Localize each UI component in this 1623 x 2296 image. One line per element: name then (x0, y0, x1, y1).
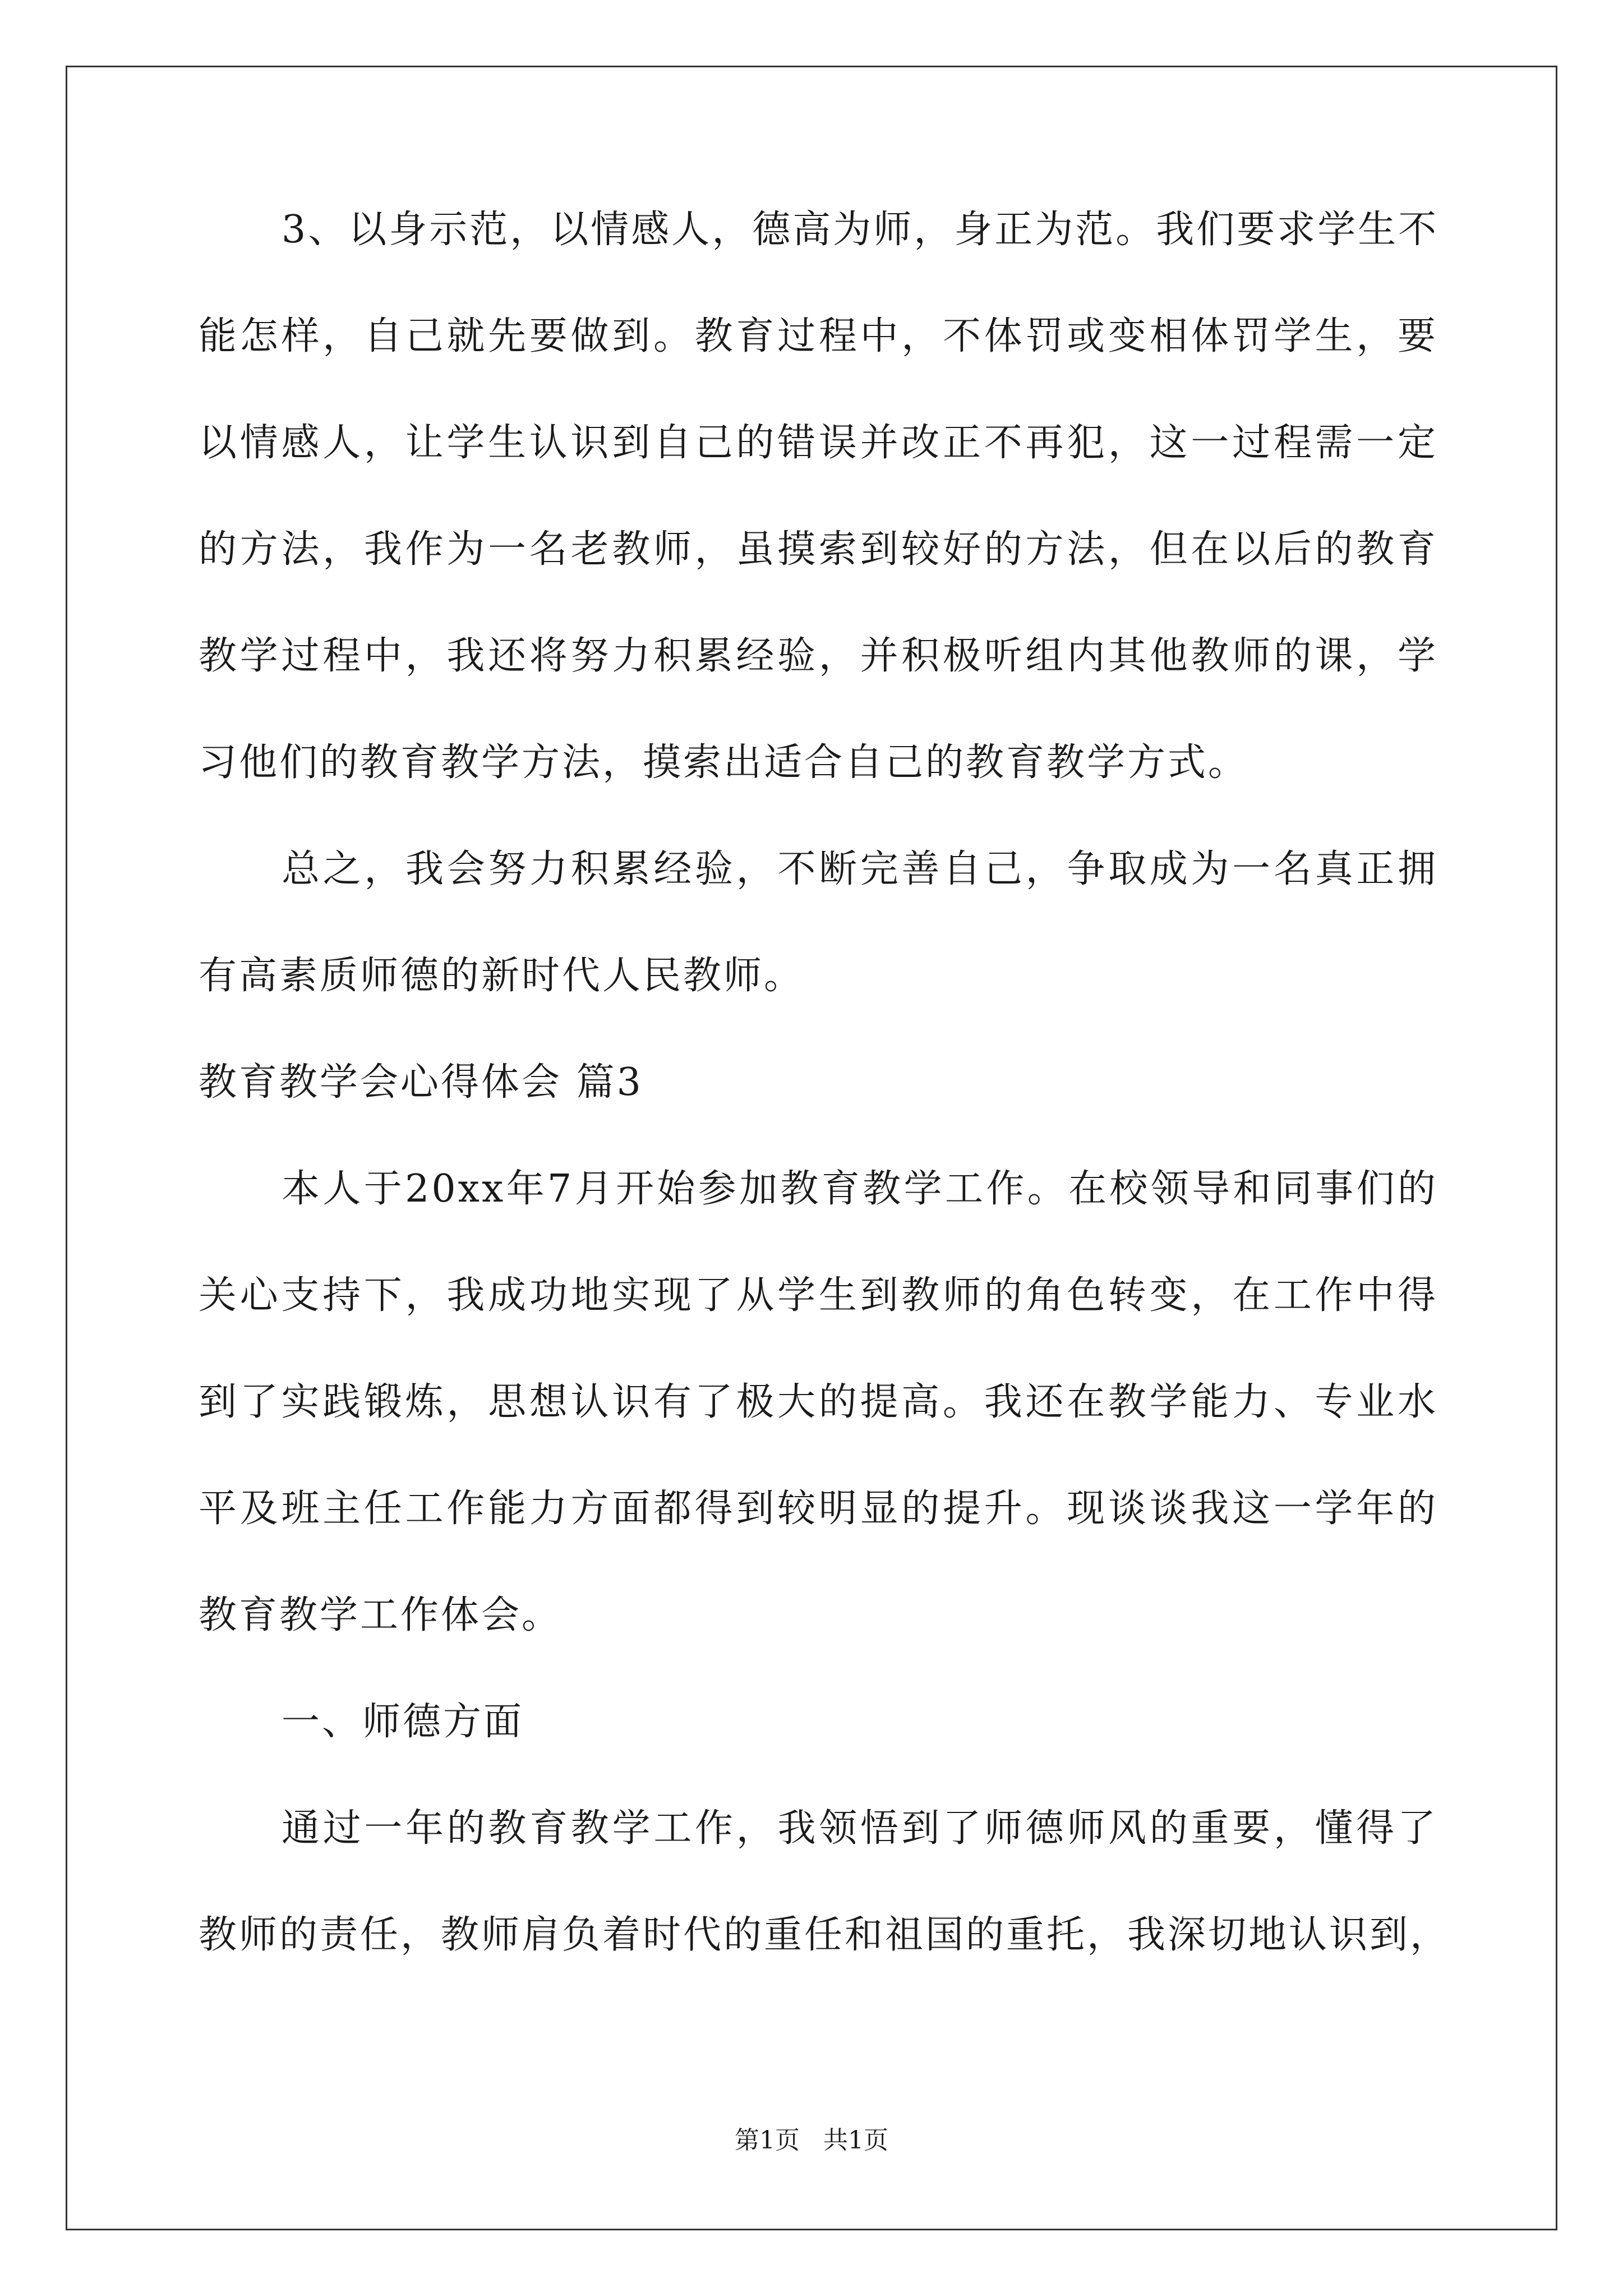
paragraph-line: 的方法，我作为一名老教师，虽摸索到较好的方法，但在以后的教育 (199, 527, 1438, 572)
page-total: 共1页 (823, 2126, 888, 2155)
paragraph-line: 以情感人，让学生认识到自己的错误并改正不再犯，这一过程需一定 (199, 421, 1438, 465)
paragraph-line: 本人于20xx年7月开始参加教育教学工作。在校领导和同事们的 (282, 1167, 1438, 1211)
paragraph-line: 习他们的教育教学方法，摸索出适合自己的教育教学方式。 (199, 740, 1249, 785)
paragraph-line: 到了实践锻炼，思想认识有了极大的提高。我还在教学能力、专业水 (199, 1380, 1438, 1424)
paragraph-line: 通过一年的教育教学工作，我领悟到了师德师风的重要，懂得了 (282, 1806, 1438, 1851)
page-number: 第1页 (735, 2126, 800, 2155)
paragraph-line: 总之，我会努力积累经验，不断完善自己，争取成为一名真正拥 (282, 847, 1438, 891)
paragraph-line: 有高素质师德的新时代人民教师。 (199, 954, 805, 998)
page-footer (0, 2124, 1623, 2157)
paragraph-line: 教育教学工作体会。 (199, 1593, 562, 1637)
paragraph-line: 3、以身示范，以情感人，德高为师，身正为范。我们要求学生不 (282, 208, 1439, 252)
paragraph-line: 教师的责任，教师肩负着时代的重任和祖国的重托，我深切地认识到， (199, 1913, 1451, 1957)
paragraph-line: 教学过程中，我还将努力积累经验，并积极听组内其他教师的课，学 (199, 634, 1438, 678)
subsection-heading: 一、师德方面 (282, 1700, 524, 1744)
paragraph-line: 关心支持下，我成功地实现了从学生到教师的角色转变，在工作中得 (199, 1273, 1438, 1318)
paragraph-line: 平及班主任工作能力方面都得到较明显的提升。现谈谈我这一学年的 (199, 1487, 1438, 1531)
paragraph-line: 能怎样，自己就先要做到。教育过程中，不体罚或变相体罚学生，要 (199, 314, 1438, 358)
page-border (66, 66, 1557, 2230)
section-heading: 教育教学会心得体会 篇3 (199, 1060, 643, 1105)
